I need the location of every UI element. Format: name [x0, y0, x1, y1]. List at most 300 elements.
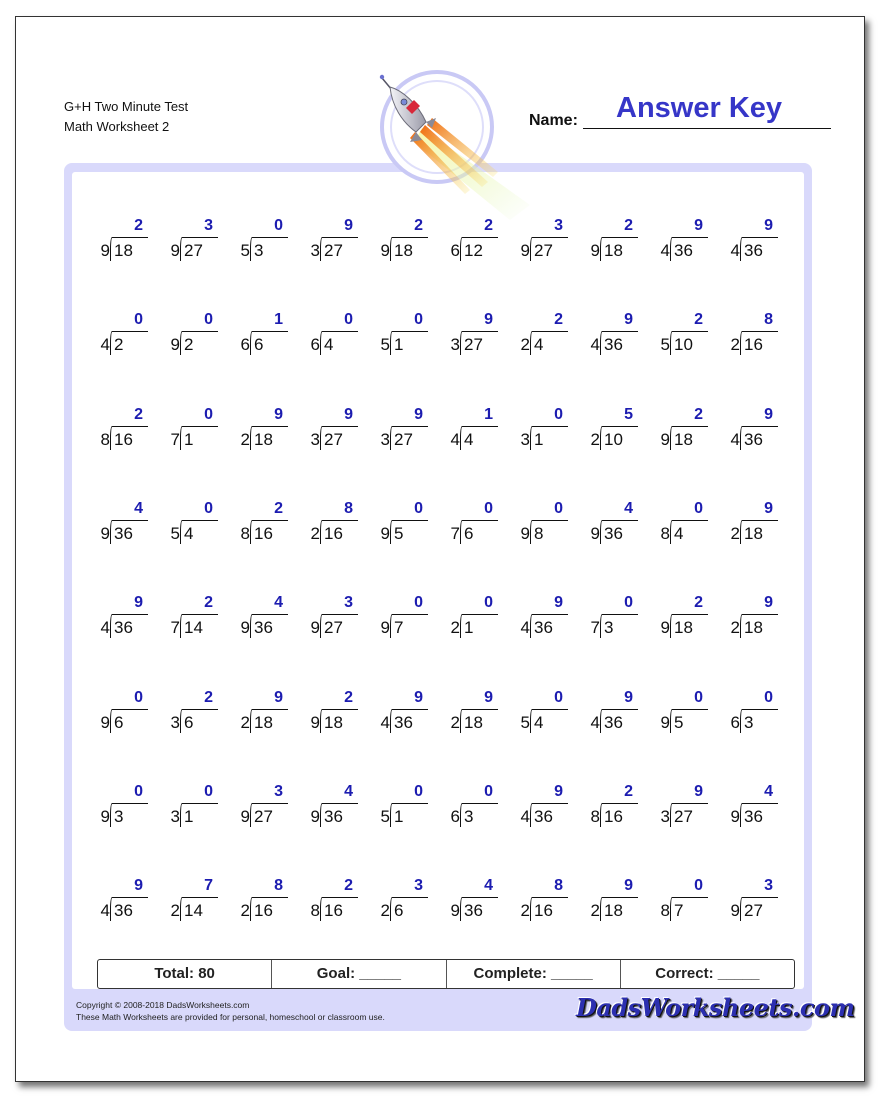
divisor: 2 — [450, 618, 460, 638]
quotient-answer: 3 — [554, 217, 563, 234]
division-problem — [508, 877, 568, 923]
divisor: 2 — [730, 618, 740, 638]
quotient-answer: 0 — [554, 499, 563, 517]
division-problem — [648, 217, 708, 263]
quotient-answer: 9 — [764, 217, 773, 234]
division-problem — [718, 406, 778, 452]
dividend: 6 — [394, 901, 404, 921]
quotient-answer: 3 — [344, 594, 353, 612]
divisor: 8 — [310, 901, 320, 921]
division-problem — [578, 311, 638, 357]
dividend: 4 — [464, 429, 474, 449]
dividend: 18 — [604, 241, 623, 260]
quotient-answer: 0 — [414, 594, 423, 612]
divisor: 3 — [380, 429, 390, 449]
quotient-answer: 2 — [624, 217, 633, 234]
division-problem — [228, 217, 288, 263]
dividend: 1 — [184, 429, 194, 449]
quotient-answer: 9 — [274, 405, 283, 423]
quotient-answer: 0 — [694, 499, 703, 517]
divisor: 3 — [310, 241, 320, 260]
divisor: 2 — [240, 901, 250, 921]
dividend: 14 — [184, 901, 203, 921]
correct-field: Correct: _____ — [655, 965, 760, 982]
divisor: 8 — [660, 523, 670, 543]
division-problem — [438, 689, 498, 735]
division-problem — [578, 783, 638, 829]
dividend: 27 — [464, 335, 483, 355]
quotient-answer: 2 — [134, 217, 143, 234]
division-problem — [88, 594, 148, 640]
dividend: 1 — [394, 335, 404, 355]
divisor: 4 — [730, 241, 740, 260]
answer-key-label: Answer Key — [616, 92, 783, 124]
dividend: 36 — [604, 335, 623, 355]
divisor: 2 — [590, 901, 600, 921]
division-problem — [438, 311, 498, 357]
dividend: 5 — [394, 523, 404, 543]
divisor: 7 — [170, 618, 180, 638]
division-problem — [158, 689, 218, 735]
dividend: 18 — [394, 241, 413, 260]
divisor: 4 — [100, 618, 110, 638]
dividend: 6 — [254, 335, 264, 355]
quotient-answer: 8 — [554, 877, 563, 895]
divisor: 4 — [100, 335, 110, 355]
division-problem — [438, 406, 498, 452]
quotient-answer: 0 — [694, 688, 703, 706]
dividend: 36 — [744, 806, 763, 826]
complete-field: Complete: _____ — [447, 960, 621, 988]
quotient-answer: 9 — [344, 405, 353, 423]
dividend: 3 — [254, 241, 264, 260]
quotient-answer: 2 — [344, 688, 353, 706]
dividend: 8 — [534, 523, 544, 543]
quotient-answer: 2 — [344, 877, 353, 895]
quotient-answer: 4 — [484, 877, 493, 895]
dividend: 1 — [394, 806, 404, 826]
dividend: 5 — [674, 712, 684, 732]
dividend: 18 — [114, 241, 133, 260]
quotient-answer: 2 — [414, 217, 423, 234]
divisor: 4 — [590, 335, 600, 355]
division-problem — [368, 783, 428, 829]
quotient-answer: 9 — [414, 405, 423, 423]
name-label: Name: — [529, 112, 578, 129]
division-problem — [158, 877, 218, 923]
quotient-answer: 2 — [134, 405, 143, 423]
divisor: 2 — [730, 523, 740, 543]
dividend: 2 — [184, 335, 194, 355]
dividend: 6 — [184, 712, 194, 732]
divisor: 9 — [240, 806, 250, 826]
quotient-answer: 4 — [274, 594, 283, 612]
name-line — [583, 128, 831, 129]
quotient-answer: 0 — [554, 688, 563, 706]
divisor: 9 — [380, 618, 390, 638]
footer-text — [76, 999, 385, 1023]
division-problem — [718, 217, 778, 263]
division-problem — [648, 311, 708, 357]
divisor: 2 — [380, 901, 390, 921]
quotient-answer: 9 — [134, 877, 143, 895]
dividend: 16 — [324, 901, 343, 921]
divisor: 9 — [310, 618, 320, 638]
divisor: 2 — [520, 901, 530, 921]
division-problem — [228, 311, 288, 357]
dividend: 36 — [604, 712, 623, 732]
divisor: 9 — [170, 241, 180, 260]
dividend: 18 — [464, 712, 483, 732]
division-problem — [88, 500, 148, 546]
division-problem — [158, 311, 218, 357]
quotient-answer: 0 — [274, 217, 283, 234]
divisor: 6 — [240, 335, 250, 355]
quotient-answer: 9 — [344, 217, 353, 234]
dividend: 10 — [674, 335, 693, 355]
dividend: 18 — [744, 523, 763, 543]
division-problem — [718, 689, 778, 735]
division-problem — [298, 689, 358, 735]
dividend: 36 — [114, 901, 133, 921]
dividend: 7 — [394, 618, 404, 638]
divisor: 5 — [170, 523, 180, 543]
dividend: 36 — [254, 618, 273, 638]
divisor: 2 — [310, 523, 320, 543]
dividend: 6 — [114, 712, 124, 732]
quotient-answer: 3 — [274, 782, 283, 800]
division-problem — [298, 217, 358, 263]
division-problem — [508, 594, 568, 640]
division-problem — [298, 783, 358, 829]
dividend: 3 — [744, 712, 754, 732]
dividend: 4 — [184, 523, 194, 543]
division-problem — [648, 877, 708, 923]
division-problem — [298, 500, 358, 546]
division-problem — [718, 877, 778, 923]
dividend: 18 — [254, 712, 273, 732]
quotient-answer: 0 — [134, 688, 143, 706]
quotient-answer: 7 — [204, 877, 213, 895]
division-problem — [228, 783, 288, 829]
dividend: 16 — [114, 429, 133, 449]
divisor: 9 — [100, 806, 110, 826]
division-problem — [368, 311, 428, 357]
dividend: 18 — [674, 429, 693, 449]
quotient-answer: 9 — [624, 311, 633, 329]
division-problem — [648, 500, 708, 546]
quotient-answer: 2 — [204, 688, 213, 706]
quotient-answer: 9 — [414, 688, 423, 706]
divisor: 9 — [730, 901, 740, 921]
divisor: 4 — [520, 618, 530, 638]
division-problem — [438, 877, 498, 923]
divisor: 4 — [450, 429, 460, 449]
division-problem — [578, 217, 638, 263]
dividend: 36 — [534, 806, 553, 826]
division-problem — [578, 406, 638, 452]
dividend: 27 — [394, 429, 413, 449]
divisor: 9 — [660, 618, 670, 638]
dividend: 16 — [534, 901, 553, 921]
quotient-answer: 0 — [204, 782, 213, 800]
quotient-answer: 8 — [764, 311, 773, 329]
usage-notice: These Math Worksheets are provided for personal, homeschool or classroom use. — [76, 1012, 385, 1022]
quotient-answer: 0 — [554, 405, 563, 423]
quotient-answer: 9 — [134, 594, 143, 612]
division-problem — [158, 783, 218, 829]
quotient-answer: 0 — [134, 311, 143, 329]
divisor: 7 — [170, 429, 180, 449]
division-problem — [228, 877, 288, 923]
dividend: 18 — [744, 618, 763, 638]
quotient-answer: 9 — [554, 594, 563, 612]
quotient-answer: 0 — [344, 311, 353, 329]
quotient-answer: 0 — [134, 782, 143, 800]
dividend: 7 — [674, 901, 684, 921]
division-problem — [298, 877, 358, 923]
dividend: 1 — [464, 618, 474, 638]
divisor: 5 — [520, 712, 530, 732]
dadsworksheets-logo: DadsWorksheets.com — [576, 993, 855, 1022]
worksheet-subtitle: Math Worksheet 2 — [64, 119, 170, 134]
division-problem — [158, 594, 218, 640]
quotient-answer: 4 — [134, 499, 143, 517]
division-problem — [508, 406, 568, 452]
quotient-answer: 2 — [554, 311, 563, 329]
dividend: 27 — [324, 618, 343, 638]
division-problem — [578, 594, 638, 640]
divisor: 9 — [660, 712, 670, 732]
division-problem — [578, 500, 638, 546]
division-problem — [718, 783, 778, 829]
divisor: 9 — [380, 523, 390, 543]
division-problem — [508, 689, 568, 735]
dividend: 27 — [674, 806, 693, 826]
divisor: 6 — [450, 241, 460, 260]
quotient-answer: 0 — [624, 594, 633, 612]
dividend: 27 — [184, 241, 203, 260]
division-problem — [718, 500, 778, 546]
division-problem — [368, 877, 428, 923]
divisor: 9 — [100, 712, 110, 732]
division-problem — [368, 594, 428, 640]
dividend: 3 — [464, 806, 474, 826]
divisor: 2 — [450, 712, 460, 732]
division-problem — [158, 406, 218, 452]
copyright-text: Copyright © 2008-2018 DadsWorksheets.com — [76, 1000, 250, 1010]
dividend: 18 — [604, 901, 623, 921]
quotient-answer: 0 — [204, 499, 213, 517]
quotient-answer: 3 — [204, 217, 213, 234]
dividend: 6 — [464, 523, 474, 543]
divisor: 6 — [730, 712, 740, 732]
division-problem — [718, 594, 778, 640]
dividend: 4 — [674, 523, 684, 543]
dividend: 18 — [254, 429, 273, 449]
quotient-answer: 9 — [624, 877, 633, 895]
division-problem — [508, 217, 568, 263]
quotient-answer: 0 — [414, 782, 423, 800]
division-problem — [228, 500, 288, 546]
divisor: 4 — [520, 806, 530, 826]
division-problem — [578, 689, 638, 735]
divisor: 2 — [240, 429, 250, 449]
dividend: 16 — [254, 523, 273, 543]
division-problem — [88, 877, 148, 923]
division-problem — [718, 311, 778, 357]
quotient-answer: 0 — [204, 311, 213, 329]
quotient-answer: 9 — [764, 594, 773, 612]
division-problem — [648, 689, 708, 735]
quotient-answer: 9 — [484, 688, 493, 706]
divisor: 4 — [100, 901, 110, 921]
divisor: 6 — [450, 806, 460, 826]
quotient-answer: 8 — [344, 499, 353, 517]
divisor: 3 — [660, 806, 670, 826]
quotient-answer: 2 — [694, 594, 703, 612]
quotient-answer: 0 — [484, 594, 493, 612]
divisor: 9 — [380, 241, 390, 260]
division-problem — [158, 500, 218, 546]
quotient-answer: 0 — [414, 499, 423, 517]
division-problem — [228, 406, 288, 452]
dividend: 4 — [534, 335, 544, 355]
total-score: Total: 80 — [98, 960, 272, 988]
divisor: 3 — [170, 806, 180, 826]
quotient-answer: 9 — [764, 405, 773, 423]
dividend: 18 — [324, 712, 343, 732]
divisor: 9 — [660, 429, 670, 449]
divisor: 9 — [240, 618, 250, 638]
divisor: 9 — [450, 901, 460, 921]
divisor: 5 — [240, 241, 250, 260]
division-problem — [508, 311, 568, 357]
dividend: 27 — [744, 901, 763, 921]
division-problem — [508, 500, 568, 546]
divisor: 4 — [730, 429, 740, 449]
dividend: 18 — [674, 618, 693, 638]
division-problem — [88, 689, 148, 735]
quotient-answer: 0 — [484, 499, 493, 517]
quotient-answer: 8 — [274, 877, 283, 895]
quotient-answer: 4 — [764, 782, 773, 800]
division-problem — [88, 783, 148, 829]
dividend: 36 — [394, 712, 413, 732]
worksheet-title: G+H Two Minute Test — [64, 99, 189, 114]
divisor: 9 — [100, 523, 110, 543]
quotient-answer: 9 — [694, 217, 703, 234]
quotient-answer: 0 — [414, 311, 423, 329]
divisor: 8 — [590, 806, 600, 826]
divisor: 8 — [100, 429, 110, 449]
title-block — [64, 97, 188, 137]
division-problem — [438, 500, 498, 546]
divisor: 9 — [170, 335, 180, 355]
divisor: 2 — [520, 335, 530, 355]
dividend: 36 — [114, 523, 133, 543]
quotient-answer: 0 — [764, 688, 773, 706]
divisor: 9 — [310, 806, 320, 826]
divisor: 9 — [100, 241, 110, 260]
dividend: 1 — [184, 806, 194, 826]
dividend: 10 — [604, 429, 623, 449]
dividend: 27 — [534, 241, 553, 260]
divisor: 5 — [380, 335, 390, 355]
quotient-answer: 9 — [694, 782, 703, 800]
rocket-icon — [370, 70, 540, 220]
quotient-answer: 4 — [344, 782, 353, 800]
divisor: 2 — [240, 712, 250, 732]
dividend: 1 — [534, 429, 544, 449]
division-problem — [648, 594, 708, 640]
dividend: 16 — [744, 335, 763, 355]
score-bar — [97, 959, 795, 989]
divisor: 9 — [730, 806, 740, 826]
goal-field: Goal: _____ — [272, 960, 446, 988]
division-problem — [368, 689, 428, 735]
dividend: 27 — [254, 806, 273, 826]
divisor: 4 — [590, 712, 600, 732]
divisor: 6 — [310, 335, 320, 355]
quotient-answer: 2 — [484, 217, 493, 234]
division-problem — [158, 217, 218, 263]
dividend: 36 — [604, 523, 623, 543]
division-problem — [88, 217, 148, 263]
quotient-answer: 0 — [484, 782, 493, 800]
quotient-answer: 2 — [694, 405, 703, 423]
dividend: 12 — [464, 241, 483, 260]
division-problem — [88, 406, 148, 452]
problem-area — [72, 172, 804, 989]
divisor: 9 — [590, 523, 600, 543]
divisor: 7 — [590, 618, 600, 638]
name-field — [529, 92, 831, 132]
divisor: 9 — [590, 241, 600, 260]
divisor: 3 — [450, 335, 460, 355]
dividend: 4 — [324, 335, 334, 355]
divisor: 7 — [450, 523, 460, 543]
division-problem — [298, 311, 358, 357]
divisor: 2 — [170, 901, 180, 921]
division-problem — [228, 594, 288, 640]
division-problem — [438, 783, 498, 829]
divisor: 3 — [520, 429, 530, 449]
dividend: 36 — [464, 901, 483, 921]
division-problem — [88, 311, 148, 357]
dividend: 14 — [184, 618, 203, 638]
quotient-answer: 9 — [274, 688, 283, 706]
quotient-answer: 9 — [554, 782, 563, 800]
division-problem — [648, 783, 708, 829]
divisor: 4 — [380, 712, 390, 732]
dividend: 36 — [744, 241, 763, 260]
dividend: 4 — [534, 712, 544, 732]
quotient-answer: 9 — [624, 688, 633, 706]
quotient-answer: 5 — [624, 405, 633, 423]
quotient-answer: 3 — [764, 877, 773, 895]
problem-grid — [72, 172, 804, 989]
quotient-answer: 3 — [414, 877, 423, 895]
divisor: 4 — [660, 241, 670, 260]
division-problem — [508, 783, 568, 829]
division-problem — [298, 406, 358, 452]
divisor: 8 — [240, 523, 250, 543]
divisor: 3 — [310, 429, 320, 449]
divisor: 5 — [380, 806, 390, 826]
problem-frame — [64, 163, 855, 1031]
quotient-answer: 9 — [764, 499, 773, 517]
